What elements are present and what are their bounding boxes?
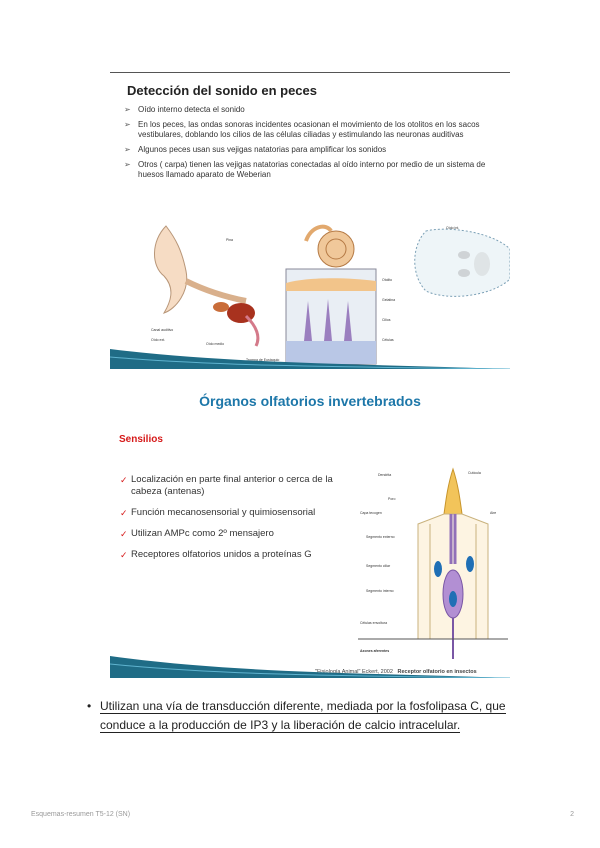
figure-credit: "Fisiología Animal" Eckert, 2002 Receptor olfatorio en insectos [315,669,477,675]
svg-text:Segmento externo: Segmento externo [366,535,395,539]
slide-olfactory-invertebrates [110,382,510,678]
bullet-item: ➢ Algunos peces usan sus vejigas natatorias para amplificar los sonidos [124,145,387,154]
svg-text:Canal auditivo: Canal auditivo [151,328,174,332]
fish-head-illustration [415,226,510,296]
slide-title: Órganos olfatorios invertebrados [199,393,421,409]
svg-text:Células: Células [382,338,394,342]
svg-text:Oído ext.: Oído ext. [151,338,166,342]
svg-text:Poro: Poro [388,497,396,501]
check-icon: ✓ [120,508,128,518]
check-item: ✓ Función mecanosensorial y quimiosensorial [120,507,316,518]
arrow-icon: ➢ [124,160,131,169]
slide-decoration-swoosh [110,339,510,369]
svg-text:Axones aferentes: Axones aferentes [360,649,390,653]
bullet-item: ➢ Otros ( carpa) tienen las vejigas natatorias conectadas al oído interno por medio de un sistema de huesos llamado aparato de Weberian [124,160,486,179]
bullet-item: ➢ En los peces, las ondas sonoras incidentes ocasionan el movimiento de los otolitos en los sacos vestibulares, doblando los cilios de las células ciliadas y estimulando las neuronas auditivas [124,120,480,139]
note-paragraph: • Utilizan una vía de transducción diferente, mediada por la fosfolipasa C, que conduce a la producción de IP3 y la liberación de calcio intracelular. [87,699,506,732]
svg-text:Oído int.: Oído int. [446,226,460,230]
svg-text:Capa tecogen: Capa tecogen [360,511,382,515]
svg-text:Dendrita: Dendrita [378,473,392,477]
svg-text:Segmento interno: Segmento interno [366,589,394,593]
check-icon: ✓ [120,529,128,539]
svg-text:Oído medio: Oído medio [206,342,225,346]
svg-text:Gelatina: Gelatina [382,298,396,302]
check-icon: ✓ [120,550,128,560]
check-item: ✓ Utilizan AMPc como 2º mensajero [120,528,274,539]
arrow-icon: ➢ [124,145,131,154]
bullet-item: ➢ Oído interno detecta el sonido [124,105,245,114]
check-icon: ✓ [120,475,128,485]
svg-text:Células envoltura: Células envoltura [360,621,388,625]
svg-text:Aire: Aire [490,511,497,515]
svg-text:Cutícula: Cutícula [468,471,481,475]
check-item: ✓ Localización en parte final anterior o cerca de la cabeza (antenas) [120,474,333,497]
slide-title: Detección del sonido en peces [127,83,317,98]
bullet-dot-icon: • [87,699,92,713]
slide-sound-detection-fish [110,72,510,369]
arrow-icon: ➢ [124,120,131,129]
arrow-icon: ➢ [124,105,131,114]
check-item: ✓ Receptores olfatorios unidos a proteínas G [120,549,312,560]
svg-text:Otolito: Otolito [382,278,393,282]
insect-olfactory-receptor-figure [358,464,508,664]
page-number: 2 [570,811,574,818]
svg-text:Pina: Pina [226,238,234,242]
svg-text:Trompa de Eustaquio: Trompa de Eustaquio [246,358,280,362]
footer-title: Esquemas-resumen T5-12 (SN) [31,811,131,818]
svg-text:Segmento ciliar: Segmento ciliar [366,564,391,568]
slide-subtitle: Sensilios [119,434,163,445]
check-list [120,474,365,570]
slide-decoration-swoosh [110,648,510,678]
svg-text:Cilios: Cilios [382,318,391,322]
bullet-list [124,105,504,185]
